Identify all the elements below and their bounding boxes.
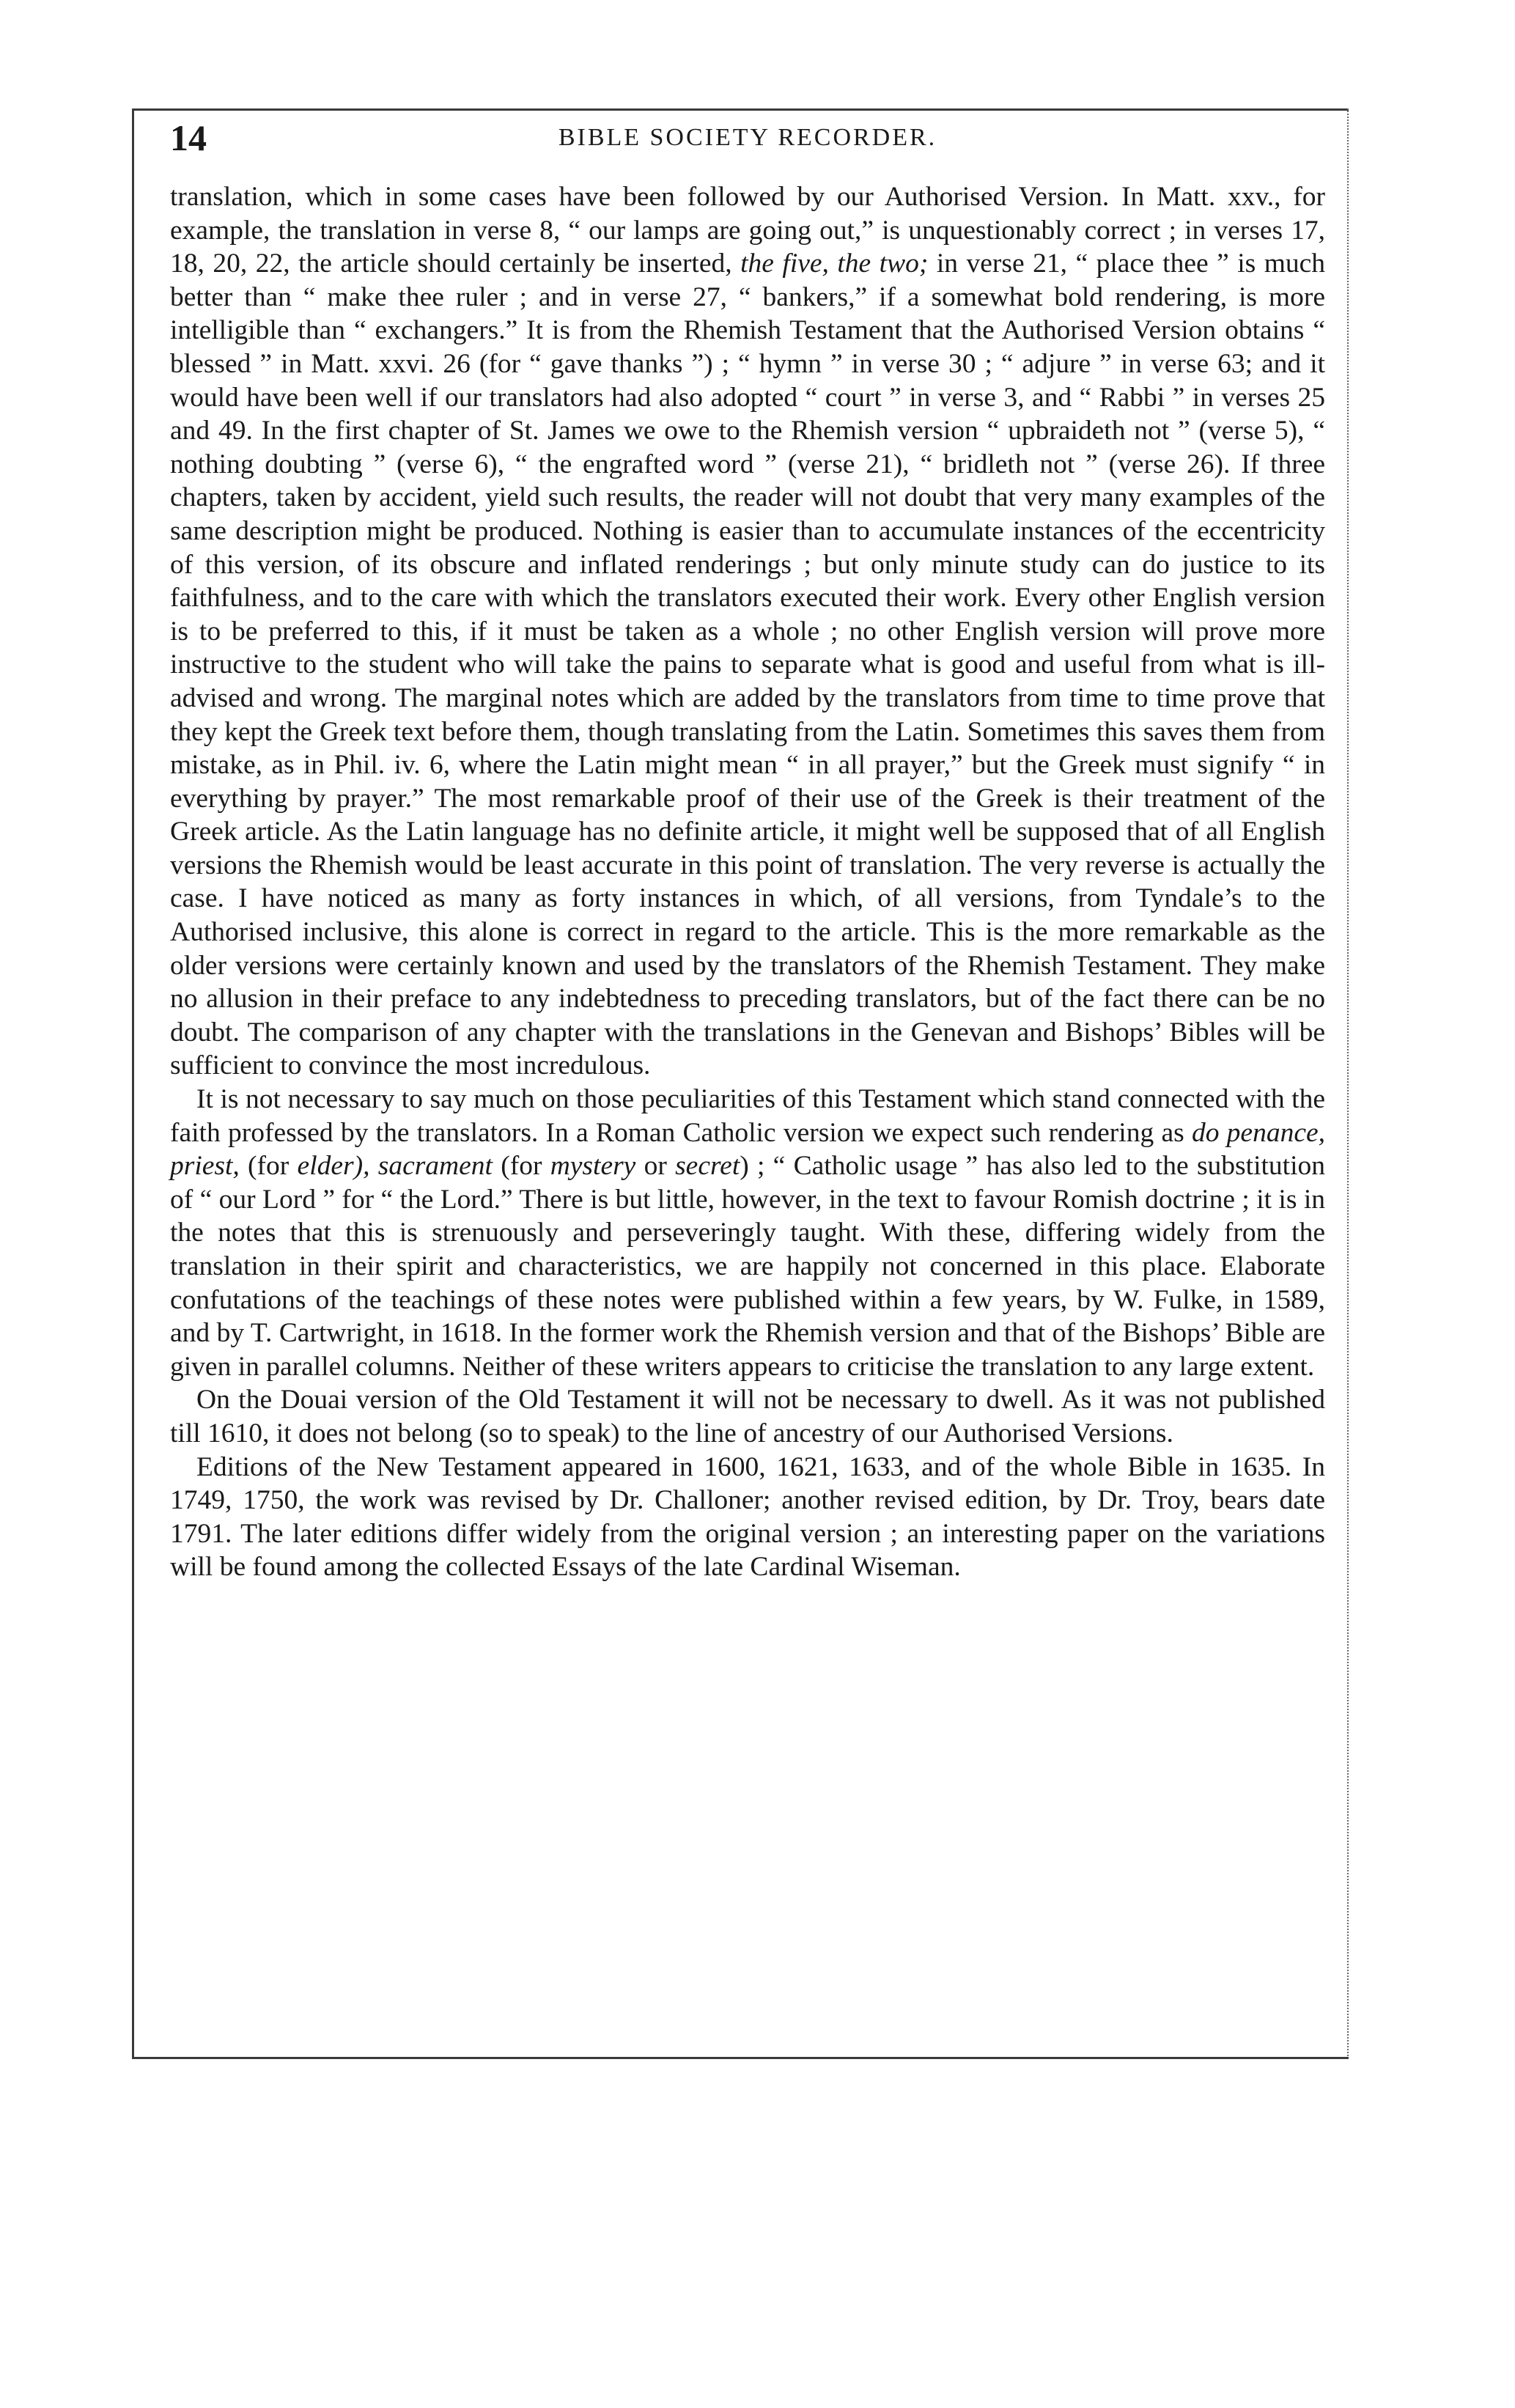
text-segment: It is not necessary to say much on those peculiarities of this Testament which stand connected with the faith professed by the translators. In a Roman Catholic version we expect such rendering as [170,1084,1325,1148]
text-segment: Editions of the New Testament appeared in 1600, 1621, 1633, and of the whole Bible in 1635. In 1749, 1750, the work was revised by Dr. Challoner; another revised edition, by Dr. Troy, bears date 1791. The later editions differ widely from the original version ; an interesting paper on the variations will be found among the collected Essays of the late Cardinal Wiseman. [170,1451,1325,1583]
text-segment: ) ; “ Catholic usage ” has also led to the substitution of “ our Lord ” for “ the Lord.” There is but little, however, in the text to favour Romish doctrine ; it is in the notes that this is strenuously and perseveringly taught. With these, differing widely from the translation in their spirit and characteristics, we are happily not concerned in this place. Elaborate confutations of the teachings of these notes were published within a few years, by W. Fulke, in 1589, and by T. Cartwright, in 1618. In the former work the Rhemish version and that of the Bishops’ Bible are given in parallel columns. Neither of these writers appears to criticise the translation to any large extent. [170,1151,1325,1382]
text-segment: (for [239,1151,298,1182]
text-segment: in verse 21, “ place thee ” is much better than “ make thee ruler ; and in verse 27, “ bankers,” if a somewhat bold rendering, is more intelligible than “ exchangers.” It is from the Rhemish Testament that the Authorised Version obtains “ blessed ” in Matt. xxvi. 26 (for “ gave thanks ”) ; “ hymn ” in verse 30 ; “ adjure ” in verse 63; and it would have been well if our translators had also adopted “ court ” in verse 3, and “ Rabbi ” in verses 25 and 49. In the first chapter of St. James we owe to the Rhemish version “ upbraideth not ” (verse 5), “ nothing doubting ” (verse 6), “ the engrafted word ” (verse 21), “ bridleth not ” (verse 26). If three chapters, taken by accident, yield such results, the reader will not doubt that very many examples of the same description might be produced. Nothing is easier than to accumulate instances of the eccentricity of this version, of its obscure and inflated renderings ; but only minute study can do justice to its faithfulness, and to the care with which the translators executed their work. Every other English version is to be preferred to this, if it must be taken as a whole ; no other English version will prove more instructive to the student who will take the pains to separate what is good and useful from what is ill-advised and wrong. The marginal notes which are added by the translators from time to time prove that they kept the Greek text before them, though translating from the Latin. Sometimes this saves them from mistake, as in Phil. iv. 6, where the Latin might mean “ in all prayer,” but the Greek must signify “ in everything by prayer.” The most remarkable proof of their use of the Greek is their treatment of the Greek article. As the Latin language has no definite article, it might well be supposed that of all English versions the Rhemish would be least accurate in this point of translation. The very reverse is actually the case. I have noticed as many as forty instances in which, of all versions, from Tyndale’s to the Authorised inclusive, this alone is correct in regard to the article. This is the more remarkable as the older versions were certainly known and used by the translators of the Rhemish Testament. They make no allusion in their preface to any indebtedness to preceding translators, but of the fact there can be no doubt. The comparison of any chapter with the translations in the Genevan and Bishops’ Bibles will be sufficient to convince the most incredulous. [170,248,1326,1081]
italic-text-segment: elder), sacrament [297,1151,493,1182]
left-rule [132,108,134,2058]
italic-text-segment: mystery [550,1151,636,1182]
top-rule [132,108,1349,111]
italic-text-segment: the five, the two; [740,248,929,279]
paragraph [170,1383,1325,1450]
article-body [170,180,1325,1584]
page-number: 14 [170,117,207,158]
bottom-rule [132,2057,1349,2059]
paragraph [170,1083,1325,1383]
text-segment: or [635,1151,676,1182]
italic-text-segment: do penance, priest, [170,1117,1325,1182]
italic-text-segment: secret [675,1151,740,1182]
text-segment: translation, which in some cases have been followed by our Authorised Version. In Matt. xxv., for example, the translation in verse 8, “ our lamps are going out,” is unquestionably correct ; in verses 17, 18, 20, 22, the article should certainly be inserted, [170,182,1325,279]
page-header [170,116,1325,160]
text-segment: On the Douai version of the Old Testament it will not be necessary to dwell. As it was not published till 1610, it does not belong (so to speak) to the line of ancestry of our Authorised Versions. [170,1385,1325,1448]
paragraph [170,180,1325,1083]
paragraph [170,1451,1325,1584]
right-rule [1347,108,1349,2058]
running-title: BIBLE SOCIETY RECORDER. [558,124,937,151]
text-segment: (for [492,1151,550,1182]
